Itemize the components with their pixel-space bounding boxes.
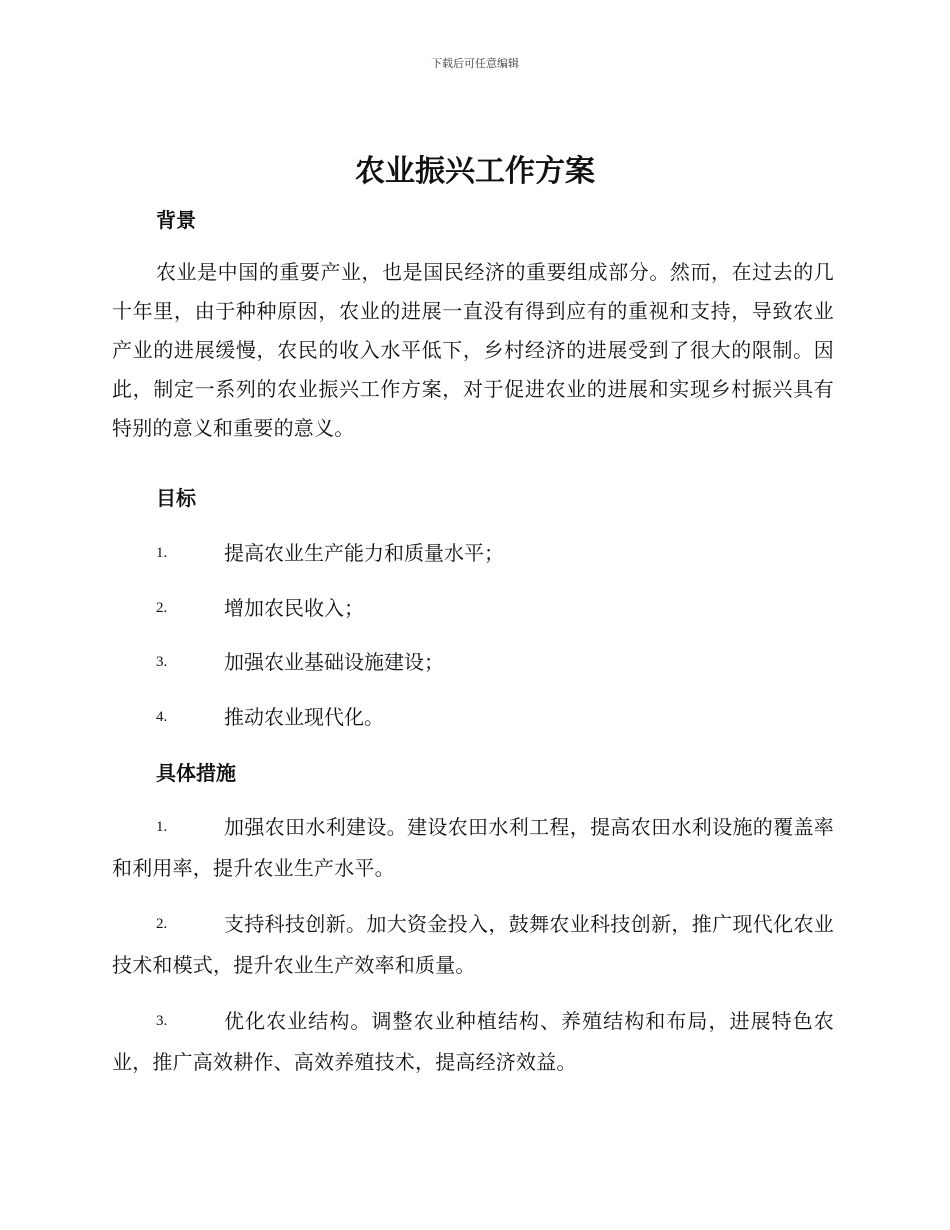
header-note: 下载后可任意编辑 [431,57,519,70]
measure-item-1 [112,807,834,889]
goal-number: 3. [156,654,168,670]
goal-item-2 [112,588,834,629]
goal-text: 提高农业生产能力和质量水平； [224,541,504,565]
goal-item-1 [112,533,834,574]
goal-item-3 [112,642,834,683]
goal-text: 增加农民收入； [224,596,364,620]
section-heading-measures: 具体措施 [156,761,236,785]
measure-text: 优化农业结构。调整农业种植结构、养殖结构和布局，进展特色农业，推广高效耕作、高效养殖技术，提高经济效益。 [112,1009,834,1074]
measure-text: 加强农田水利建设。建设农田水利工程，提高农田水利设施的覆盖率和利用率，提升农业生产水平。 [112,815,834,880]
measure-number: 2. [156,916,168,932]
goal-number: 2. [156,600,168,616]
document-title: 农业振兴工作方案 [355,154,595,189]
goal-number: 4. [156,709,168,725]
goal-item-4 [112,697,834,738]
goal-number: 1. [156,545,168,561]
measure-number: 3. [156,1013,168,1029]
section-heading-goals: 目标 [156,486,196,510]
measure-text: 支持科技创新。加大资金投入，鼓舞农业科技创新，推广现代化农业技术和模式，提升农业生产效率和质量。 [112,912,834,977]
goal-text: 推动农业现代化。 [224,705,384,729]
measure-item-2 [112,904,834,986]
measure-item-3 [112,1001,834,1083]
goal-text: 加强农业基础设施建设； [224,650,444,674]
background-paragraph: 农业是中国的重要产业，也是国民经济的重要组成部分。然而，在过去的几十年里，由于种种原因，农业的进展一直没有得到应有的重视和支持，导致农业产业的进展缓慢，农民的收入水平低下，乡村经济的进展受到了很大的限制。因此，制定一系列的农业振兴工作方案，对于促进农业的进展和实现乡村振兴具有特别的意义和重要的意义。 [112,260,834,440]
measure-number: 1. [156,819,168,835]
section-heading-background: 背景 [156,208,196,232]
